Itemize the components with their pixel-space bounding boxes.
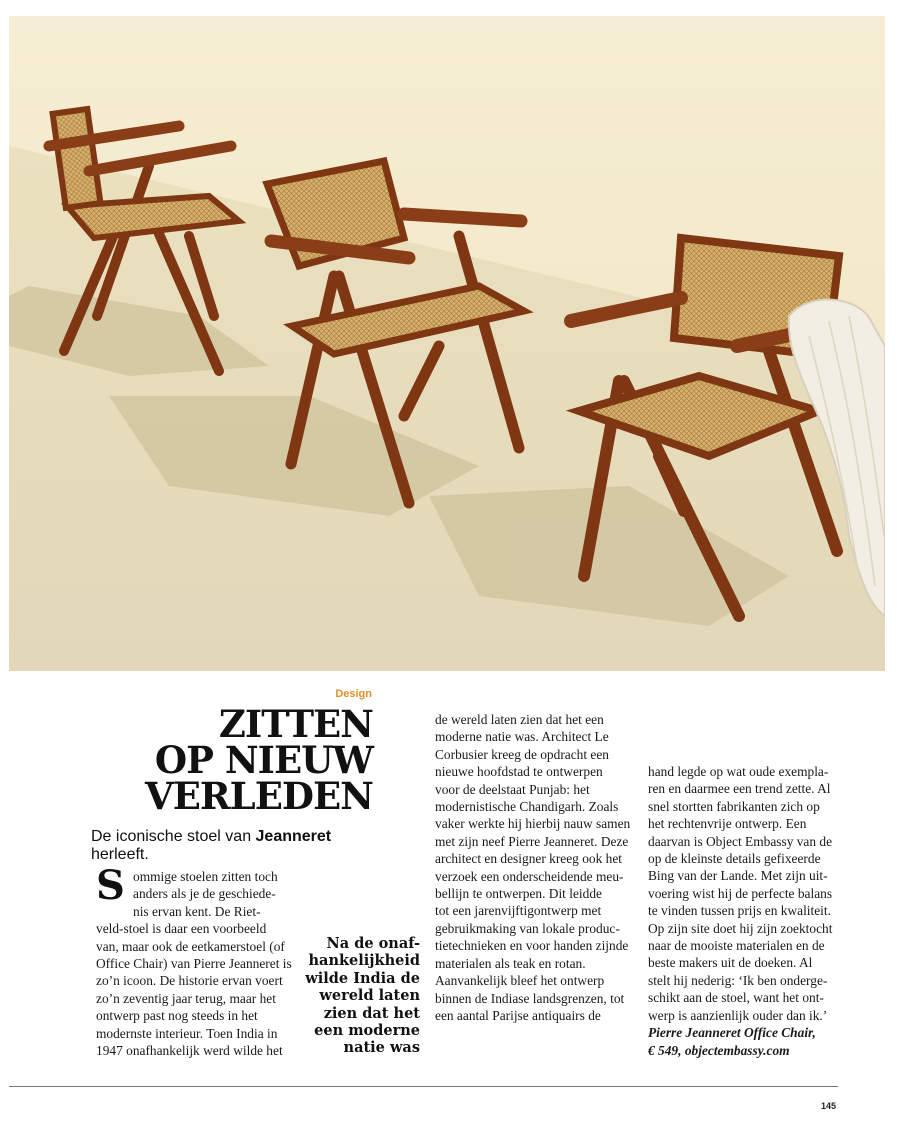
subhead-text: herleeft. bbox=[91, 846, 149, 863]
headline-line: VERLEDEN bbox=[145, 774, 373, 818]
pull-quote-line: Na de onaf- bbox=[326, 935, 420, 952]
body-line: verzoek een onderscheidende meu- bbox=[435, 868, 624, 884]
body-line: te vinden tussen prijs en kwaliteit. bbox=[648, 903, 831, 919]
body-line: 1947 onafhankelijk werd wilde het bbox=[96, 1043, 283, 1059]
pull-quote-line: hankelijkheid bbox=[308, 952, 420, 970]
product-price-url: € 549, objectembassy.com bbox=[648, 1042, 790, 1058]
headline bbox=[90, 702, 373, 818]
body-line: nis ervan kent. De Riet- bbox=[133, 903, 261, 919]
body-line: binnen de Indiase landsgrenzen, tot bbox=[435, 990, 625, 1006]
body-line: modernste interieur. Toen India in bbox=[96, 1025, 278, 1041]
body-line: moderne natie was. Architect Le bbox=[435, 729, 609, 745]
body-line: Bing van der Lande. Met zijn uit- bbox=[648, 868, 828, 884]
category-label: Design bbox=[335, 688, 372, 700]
body-line: beste makers uit de doeken. Al bbox=[648, 955, 813, 971]
chairs-illustration bbox=[9, 16, 885, 671]
body-line: van, maar ook de eetkamerstoel (of bbox=[96, 938, 285, 954]
subheadline bbox=[91, 828, 391, 864]
body-column-2 bbox=[435, 711, 635, 1024]
subhead-text: De iconische stoel van bbox=[91, 828, 256, 845]
body-line: het rechtenvrije ontwerp. Een bbox=[648, 816, 807, 832]
body-line: voor de deelstaat Punjab: het bbox=[435, 781, 590, 797]
body-line: voering wist hij de perfecte balans bbox=[648, 885, 833, 901]
body-line: Office Chair) van Pierre Jeanneret is bbox=[96, 956, 292, 972]
body-line: werp is aanzienlijk ouder dan ik.’ bbox=[648, 1007, 828, 1023]
drop-cap: S bbox=[96, 862, 125, 909]
body-line: Aanvankelijk bleef het ontwerp bbox=[435, 973, 605, 989]
body-line: materialen als teak en rotan. bbox=[435, 955, 586, 971]
body-column-1 bbox=[96, 862, 296, 1059]
body-line: veld-stoel is daar een voorbeeld bbox=[96, 921, 267, 937]
body-line: met zijn neef Pierre Jeanneret. Deze bbox=[435, 833, 629, 849]
body-line: anders als je de geschiede- bbox=[133, 886, 276, 902]
pull-quote bbox=[300, 935, 420, 1057]
body-line: ren en daarmee een trend zette. Al bbox=[648, 781, 831, 797]
body-line: gebruikmaking van lokale produc- bbox=[435, 920, 620, 936]
body-line: een aantal Parijse antiquairs de bbox=[435, 1007, 601, 1023]
body-line: ontwerp past nog steeds in het bbox=[96, 1008, 258, 1024]
body-line: de wereld laten zien dat het een bbox=[435, 712, 604, 727]
body-line: zo’n icoon. De historie ervan voert bbox=[96, 973, 283, 989]
pull-quote-line: wilde India de bbox=[305, 969, 420, 987]
pull-quote-line: wereld laten bbox=[319, 987, 420, 1005]
footer-rule bbox=[9, 1086, 838, 1087]
headline-line: ZITTEN bbox=[218, 702, 373, 746]
subhead-bold: Jeanneret bbox=[255, 828, 332, 845]
pull-quote-line: een moderne bbox=[314, 1022, 420, 1040]
body-line: bellijn te ontwerpen. Dit leidde bbox=[435, 886, 602, 902]
body-line: naar de mooiste materialen en de bbox=[648, 938, 825, 954]
body-line: architect en designer kreeg ook het bbox=[435, 851, 623, 867]
body-line: Op zijn site doet hij zijn zoektocht bbox=[648, 920, 833, 936]
body-line: zo’n zeventig jaar terug, maar het bbox=[96, 990, 276, 1006]
body-line: ommige stoelen zitten toch bbox=[133, 869, 278, 884]
body-column-3 bbox=[648, 763, 848, 1059]
body-line: vaker werkte hij hierbij nauw samen bbox=[435, 816, 631, 832]
pull-quote-line: natie was bbox=[343, 1039, 420, 1057]
body-line: schikt aan de stoel, want het ont- bbox=[648, 990, 824, 1006]
body-line: Corbusier kreeg de opdracht een bbox=[435, 746, 610, 762]
body-line: tot een jarenvijftigontwerp met bbox=[435, 903, 602, 919]
pull-quote-line: zien dat het bbox=[323, 1004, 420, 1022]
body-line: stelt hij nederig: ‘Ik ben onderge- bbox=[648, 972, 828, 988]
body-line: nieuwe hoofdstad te ontwerpen bbox=[435, 764, 603, 780]
headline-line: OP NIEUW bbox=[154, 738, 373, 782]
body-line: modernistische Chandigarh. Zoals bbox=[435, 799, 619, 815]
product-credit: Pierre Jeanneret Office Chair, bbox=[648, 1025, 816, 1041]
body-line: snel stortten fabrikanten zich op bbox=[648, 798, 820, 814]
body-line: tietechnieken en voor handen zijnde bbox=[435, 938, 629, 954]
chairs-photo bbox=[9, 16, 885, 671]
body-line: op de kleinste details gefixeerde bbox=[648, 851, 821, 867]
body-line: daarvan is Object Embassy van de bbox=[648, 833, 833, 849]
page-number: 145 bbox=[820, 1101, 836, 1111]
body-line: hand legde op wat oude exempla- bbox=[648, 764, 829, 779]
